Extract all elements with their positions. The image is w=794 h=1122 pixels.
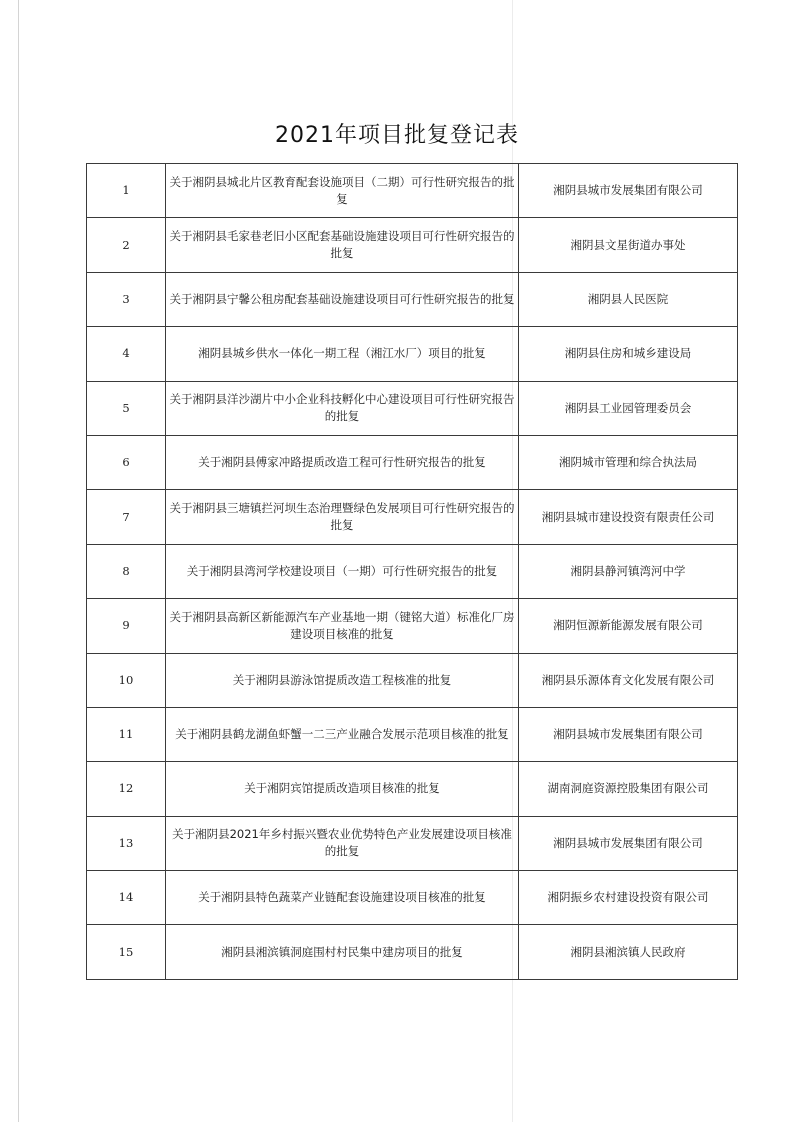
applicant-organization: 湖南洞庭资源控股集团有限公司 xyxy=(519,762,738,816)
table-row xyxy=(87,435,738,489)
row-number: 8 xyxy=(87,544,166,598)
row-number: 5 xyxy=(87,381,166,435)
row-number: 14 xyxy=(87,871,166,925)
row-number: 7 xyxy=(87,490,166,544)
table-row xyxy=(87,381,738,435)
approval-title: 关于湘阴县游泳馆提质改造工程核准的批复 xyxy=(166,653,519,707)
applicant-organization: 湘阴城市管理和综合执法局 xyxy=(519,435,738,489)
row-number: 11 xyxy=(87,707,166,761)
approval-title: 关于湘阴县三塘镇拦河坝生态治理暨绿色发展项目可行性研究报告的批复 xyxy=(166,490,519,544)
table-row xyxy=(87,925,738,979)
row-number: 4 xyxy=(87,327,166,381)
table-row xyxy=(87,490,738,544)
row-number: 3 xyxy=(87,272,166,326)
table-row xyxy=(87,327,738,381)
table-row xyxy=(87,871,738,925)
approval-title: 关于湘阴县高新区新能源汽车产业基地一期（键铭大道）标准化厂房建设项目核准的批复 xyxy=(166,599,519,653)
applicant-organization: 湘阴恒源新能源发展有限公司 xyxy=(519,599,738,653)
approval-title: 关于湘阴县城北片区教育配套设施项目（二期）可行性研究报告的批复 xyxy=(166,164,519,218)
approval-title: 关于湘阴县毛家巷老旧小区配套基础设施建设项目可行性研究报告的批复 xyxy=(166,218,519,272)
row-number: 12 xyxy=(87,762,166,816)
applicant-organization: 湘阴县城市发展集团有限公司 xyxy=(519,707,738,761)
applicant-organization: 湘阴振乡农村建设投资有限公司 xyxy=(519,871,738,925)
table-row xyxy=(87,272,738,326)
approval-title: 关于湘阴县傅家冲路提质改造工程可行性研究报告的批复 xyxy=(166,435,519,489)
table-row xyxy=(87,707,738,761)
row-number: 6 xyxy=(87,435,166,489)
project-approval-table xyxy=(86,163,738,980)
row-number: 2 xyxy=(87,218,166,272)
approval-title: 关于湘阴县宁馨公租房配套基础设施建设项目可行性研究报告的批复 xyxy=(166,272,519,326)
applicant-organization: 湘阴县住房和城乡建设局 xyxy=(519,327,738,381)
applicant-organization: 湘阴县城市发展集团有限公司 xyxy=(519,816,738,870)
table-row xyxy=(87,164,738,218)
approval-title: 关于湘阴宾馆提质改造项目核准的批复 xyxy=(166,762,519,816)
table-row xyxy=(87,218,738,272)
approval-title: 关于湘阴县鹤龙湖鱼虾蟹一二三产业融合发展示范项目核准的批复 xyxy=(166,707,519,761)
applicant-organization: 湘阴县湘滨镇人民政府 xyxy=(519,925,738,979)
table-row xyxy=(87,762,738,816)
page-title: 2021年项目批复登记表 xyxy=(275,123,519,148)
applicant-organization: 湘阴县文星街道办事处 xyxy=(519,218,738,272)
approval-title: 湘阴县湘滨镇洞庭围村村民集中建房项目的批复 xyxy=(166,925,519,979)
scan-edge-line xyxy=(18,0,19,1122)
row-number: 10 xyxy=(87,653,166,707)
row-number: 13 xyxy=(87,816,166,870)
approval-title: 关于湘阴县2021年乡村振兴暨农业优势特色产业发展建设项目核准的批复 xyxy=(166,816,519,870)
table-row xyxy=(87,544,738,598)
applicant-organization: 湘阴县城市建设投资有限责任公司 xyxy=(519,490,738,544)
table-row xyxy=(87,599,738,653)
approval-title: 关于湘阴县洋沙湖片中小企业科技孵化中心建设项目可行性研究报告的批复 xyxy=(166,381,519,435)
applicant-organization: 湘阴县工业园管理委员会 xyxy=(519,381,738,435)
applicant-organization: 湘阴县城市发展集团有限公司 xyxy=(519,164,738,218)
table-row xyxy=(87,653,738,707)
row-number: 1 xyxy=(87,164,166,218)
table-row xyxy=(87,816,738,870)
approval-title: 关于湘阴县特色蔬菜产业链配套设施建设项目核准的批复 xyxy=(166,871,519,925)
row-number: 9 xyxy=(87,599,166,653)
row-number: 15 xyxy=(87,925,166,979)
approval-title: 关于湘阴县湾河学校建设项目（一期）可行性研究报告的批复 xyxy=(166,544,519,598)
applicant-organization: 湘阴县人民医院 xyxy=(519,272,738,326)
applicant-organization: 湘阴县静河镇湾河中学 xyxy=(519,544,738,598)
applicant-organization: 湘阴县乐源体育文化发展有限公司 xyxy=(519,653,738,707)
approval-title: 湘阴县城乡供水一体化一期工程（湘江水厂）项目的批复 xyxy=(166,327,519,381)
